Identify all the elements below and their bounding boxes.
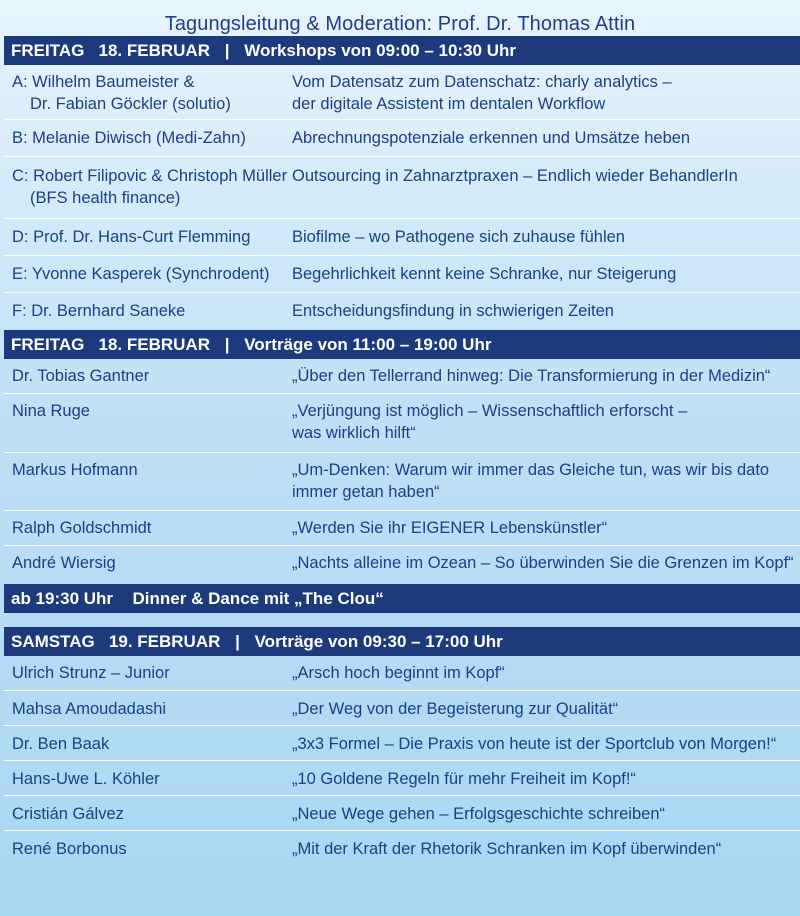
- topic: „Der Weg von der Begeisterung zur Qualität“: [292, 700, 619, 718]
- list-item: [4, 453, 800, 511]
- page-title: Tagungsleitung & Moderation: Prof. Dr. Thomas Attin: [164, 13, 636, 35]
- topic: „Verjüngung ist möglich – Wissenschaftlich erforscht – was wirklich hilft“: [292, 402, 688, 442]
- section-dinner: [4, 584, 800, 613]
- speaker: Cristián Gálvez: [12, 805, 124, 823]
- list-item: [4, 293, 800, 330]
- speaker: René Borbonus: [12, 840, 127, 858]
- list-item: [4, 219, 800, 256]
- section-info: Workshops von 09:00 – 10:30 Uhr: [244, 41, 517, 60]
- topic: „Mit der Kraft der Rhetorik Schranken im Kopf überwinden“: [292, 840, 722, 858]
- divider: [0, 613, 800, 627]
- speaker: E: Yvonne Kasperek (Synchrodent): [12, 265, 270, 283]
- section-header: [4, 36, 800, 65]
- list-item: [4, 656, 800, 691]
- topic: „Werden Sie ihr EIGENER Lebenskünstler“: [292, 519, 608, 537]
- section-friday-workshops: [4, 36, 800, 330]
- list-item: [4, 359, 800, 394]
- list-item: [4, 691, 800, 726]
- section-friday-talks: [4, 330, 800, 584]
- speaker: A: Wilhelm Baumeister & Dr. Fabian Göckler (solutio): [12, 73, 231, 113]
- section-day: ab 19:30 Uhr: [11, 589, 114, 608]
- topic: Outsourcing in Zahnarztpraxen – Endlich wieder BehandlerIn: [292, 167, 738, 185]
- section-saturday-talks: [4, 627, 800, 866]
- list-item: [4, 120, 800, 157]
- list-item: [4, 394, 800, 453]
- list-item: [4, 796, 800, 831]
- topic: „Nachts alleine im Ozean – So überwinden Sie die Grenzen im Kopf“: [292, 554, 794, 572]
- list-item: [4, 546, 800, 584]
- section-info: Vorträge von 11:00 – 19:00 Uhr: [244, 335, 492, 354]
- topic: Entscheidungsfindung in schwierigen Zeiten: [292, 302, 614, 320]
- speaker: Markus Hofmann: [12, 461, 138, 479]
- speaker: C: Robert Filipovic & Christoph Müller (BFS health finance): [12, 167, 288, 207]
- topic: „10 Goldene Regeln für mehr Freiheit im Kopf!“: [292, 770, 636, 788]
- section-day: SAMSTAG 19. FEBRUAR: [11, 632, 221, 651]
- topic: Abrechnungspotenziale erkennen und Umsätze heben: [292, 129, 691, 147]
- topic: Vom Datensatz zum Datenschatz: charly analytics – der digitale Assistent im dentalen Workflow: [292, 73, 672, 113]
- section-separator: |: [235, 632, 240, 651]
- topic: Begehrlichkeit kennt keine Schranke, nur Steigerung: [292, 265, 677, 283]
- list-item: [4, 157, 800, 219]
- list-item: [4, 761, 800, 796]
- section-separator: |: [224, 41, 230, 60]
- speaker: F: Dr. Bernhard Saneke: [12, 302, 186, 320]
- topic: „Arsch hoch beginnt im Kopf“: [292, 664, 505, 682]
- speaker: D: Prof. Dr. Hans-Curt Flemming: [12, 228, 251, 246]
- list-item: [4, 65, 800, 120]
- section-header: [4, 627, 800, 656]
- speaker: Mahsa Amoudadashi: [12, 700, 167, 718]
- list-item: [4, 726, 800, 761]
- speaker: Ralph Goldschmidt: [12, 519, 152, 537]
- topic: „Um-Denken: Warum wir immer das Gleiche tun, was wir bis dato immer getan haben“: [292, 461, 770, 501]
- list-item: [4, 256, 800, 293]
- section-info: Dinner & Dance mit „The Clou“: [132, 589, 384, 608]
- speaker: B: Melanie Diwisch (Medi-Zahn): [12, 129, 246, 147]
- speaker: Ulrich Strunz – Junior: [12, 664, 170, 682]
- list-item: [4, 831, 800, 866]
- topic: „Neue Wege gehen – Erfolgsgeschichte schreiben“: [292, 805, 665, 823]
- section-day: FREITAG 18. FEBRUAR: [11, 41, 210, 60]
- section-header: [4, 330, 800, 359]
- speaker: Hans-Uwe L. Köhler: [12, 770, 160, 788]
- speaker: André Wiersig: [12, 554, 116, 572]
- topic: Biofilme – wo Pathogene sich zuhause fühlen: [292, 228, 625, 246]
- topic: „3x3 Formel – Die Praxis von heute ist der Sportclub von Morgen!“: [292, 735, 777, 753]
- list-item: [4, 511, 800, 546]
- speaker: Dr. Tobias Gantner: [12, 367, 150, 385]
- section-separator: |: [224, 335, 230, 354]
- section-info: Vorträge von 09:30 – 17:00 Uhr: [254, 632, 503, 651]
- section-header: [4, 584, 800, 613]
- speaker: Dr. Ben Baak: [12, 735, 110, 753]
- topic: „Über den Tellerrand hinweg: Die Transformierung in der Medizin“: [292, 367, 771, 385]
- section-day: FREITAG 18. FEBRUAR: [11, 335, 210, 354]
- speaker: Nina Ruge: [12, 402, 90, 420]
